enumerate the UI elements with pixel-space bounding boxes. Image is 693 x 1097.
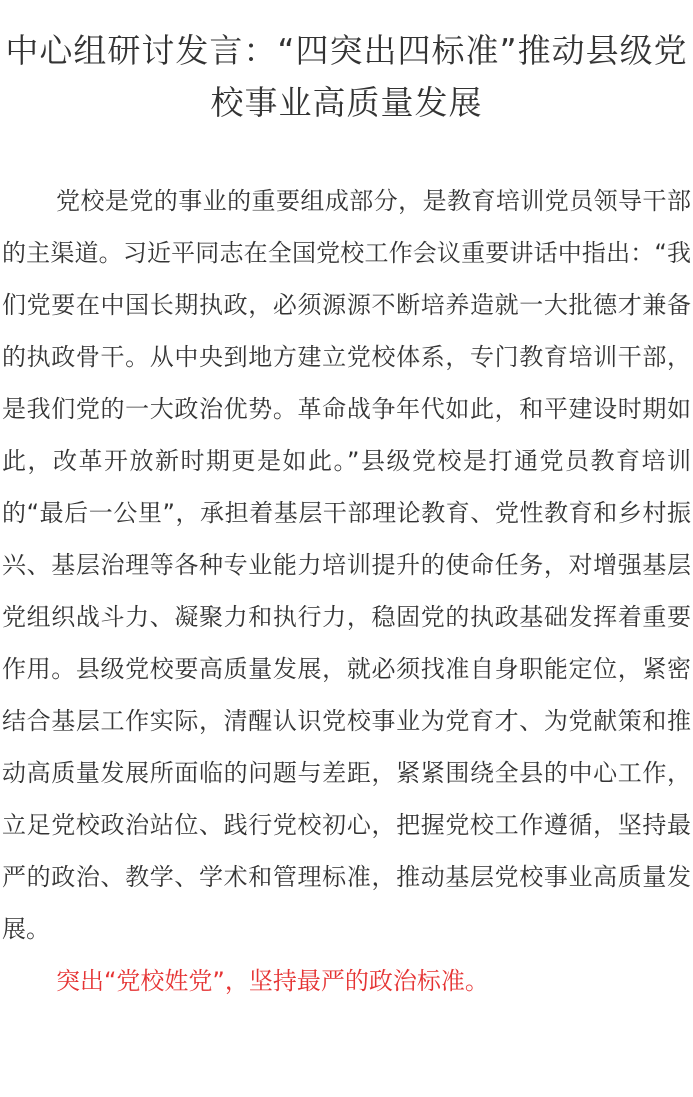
article-paragraph: 党校是党的事业的重要组成部分，是教育培训党员领导干部的主渠道。习近平同志在全国党校工作会议重要讲话中指出：“我们党要在中国长期执政，必须源源不断培养造就一大批德才兼备的执政骨干。从中央到地方建立党校体系，专门教育培训干部，是我们党的一大政治优势。革命战争年代如此，和平建设时期如此，改革开放新时期更是如此。”县级党校是打通党员教育培训的“最后一公里”，承担着基层干部理论教育、党性教育和乡村振兴、基层治理等各种专业能力培训提升的使命任务，对增强基层党组织战斗力、凝聚力和执行力，稳固党的执政基础发挥着重要作用。县级党校要高质量发展，就必须找准自身职能定位，紧密结合基层工作实际，清醒认识党校事业为党育才、为党献策和推动高质量发展所面临的问题与差距，紧紧围绕全县的中心工作，立足党校政治站位、践行党校初心，把握党校工作遵循，坚持最严的政治、教学、学术和管理标准，推动基层党校事业高质量发展。 bbox=[2, 187, 691, 943]
section-heading: 突出“党校姓党”，坚持最严的政治标准。 bbox=[56, 967, 489, 995]
article-title: 中心组研讨发言：“四突出四标准”推动县级党校事业高质量发展 bbox=[5, 31, 688, 122]
